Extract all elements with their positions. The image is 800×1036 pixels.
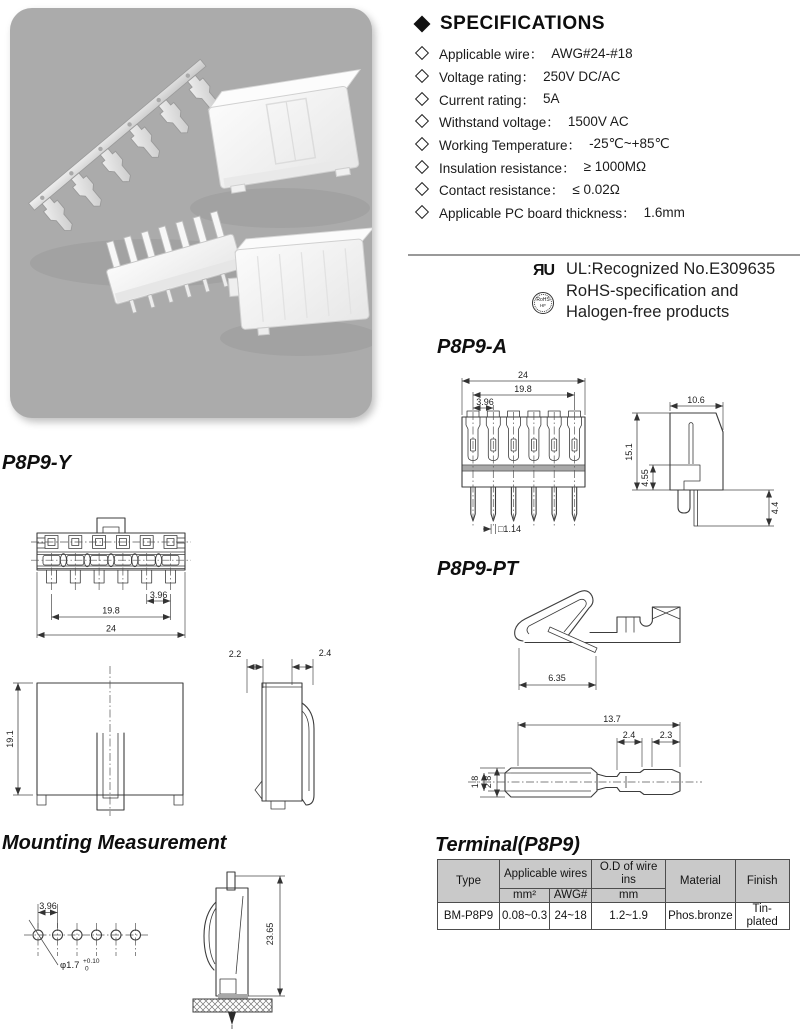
ul-logo-icon: ЯU — [533, 262, 555, 279]
spec-item — [413, 42, 798, 65]
dim-2.8-label: 2.8 — [483, 775, 493, 789]
dim-2.2-label: 2.2 — [228, 649, 242, 659]
col-header-material: Material — [666, 860, 736, 903]
specifications-section — [413, 13, 798, 224]
diamond-bullet-icon — [415, 160, 429, 174]
housing-top — [206, 70, 372, 195]
dim-3.96-label: 3.96 — [149, 590, 168, 600]
dim-10.6-label: 10.6 — [687, 395, 705, 405]
spec-value: 1.6mm — [643, 204, 685, 220]
cell-type: BM-P8P9 — [438, 903, 500, 930]
spec-label: Working Temperature： — [439, 138, 582, 154]
col-header-type: Type — [438, 860, 500, 903]
product-photo — [10, 8, 372, 418]
certification-text — [566, 259, 775, 324]
diamond-bullet-icon — [415, 205, 429, 219]
p8p9-a-side-drawing — [622, 378, 800, 556]
cell-finish: Tin-plated — [735, 903, 789, 930]
heading-terminal: Terminal(P8P9) — [435, 834, 580, 856]
dim-3.96-label: 3.96 — [39, 901, 57, 911]
dim-4.55-label: 4.55 — [640, 469, 650, 487]
spec-item — [413, 87, 798, 110]
col-header-applicable-wires: Applicable wires — [500, 860, 592, 889]
dim-13.7-label: 13.7 — [603, 714, 621, 724]
heading-p8p9-a: P8P9-A — [437, 336, 508, 358]
spec-value: AWG#24-#18 — [551, 45, 633, 61]
dim-1.14-label: □1.14 — [498, 524, 521, 534]
dim-1.8-label: 1.8 — [470, 775, 480, 789]
diamond-bullet-icon — [415, 46, 429, 60]
spec-value: 5A — [543, 91, 560, 107]
spec-item — [413, 155, 798, 178]
filled-diamond-icon — [414, 16, 431, 33]
spec-item — [413, 201, 798, 224]
cell-mm2: 0.08~0.3 — [500, 903, 550, 930]
diamond-bullet-icon — [415, 182, 429, 196]
p8p9-y-side2-drawing — [213, 643, 358, 818]
spec-item — [413, 110, 798, 133]
tolerance-zero-label: 0 — [85, 965, 89, 973]
dim-19.1-label: 19.1 — [5, 730, 15, 748]
spec-label: Applicable PC board thickness： — [439, 206, 636, 222]
spec-item — [413, 65, 798, 88]
dim-2.4-label: 2.4 — [318, 648, 332, 658]
table-row — [438, 903, 790, 930]
spec-label: Withstand voltage： — [439, 115, 560, 131]
col-header-mm2: mm² — [500, 889, 550, 903]
heading-mounting: Mounting Measurement — [2, 832, 227, 854]
p8p9-a-front-drawing — [445, 368, 605, 546]
spec-value: ≤ 0.02Ω — [572, 181, 620, 197]
dim-2.3-label: 2.3 — [659, 730, 673, 740]
dim-24-label: 24 — [517, 370, 529, 380]
heading-p8p9-y: P8P9-Y — [2, 452, 71, 474]
diamond-bullet-icon — [415, 137, 429, 151]
diamond-bullet-icon — [415, 69, 429, 83]
cell-mm: 1.2~1.9 — [592, 903, 666, 930]
dim-23.65-label: 23.65 — [265, 922, 275, 946]
dim-3.96-label: 3.96 — [476, 397, 494, 407]
spec-label: Contact resistance： — [439, 183, 565, 199]
pin-cavities — [466, 411, 582, 461]
spec-label: Applicable wire： — [439, 47, 544, 63]
dim-24-label: 24 — [105, 623, 117, 634]
solder-pins — [471, 487, 577, 521]
spec-value: -25℃~+85℃ — [589, 136, 670, 152]
spec-value: ≥ 1000MΩ — [583, 159, 647, 175]
p8p9-y-front-drawing — [18, 508, 223, 648]
tolerance-plus-label: +0.10 — [83, 958, 100, 965]
spec-label: Insulation resistance： — [439, 160, 576, 176]
terminal-spec-table — [437, 859, 790, 930]
rohs-seal-text2: HF — [540, 303, 546, 308]
cell-material: Phos.bronze — [666, 903, 736, 930]
section-divider — [408, 254, 800, 256]
certification-line1: UL:Recognized No.E309635 — [566, 260, 776, 278]
contact-cavities — [43, 536, 179, 584]
diamond-bullet-icon — [415, 92, 429, 106]
certification-line3: Halogen-free products — [566, 303, 730, 321]
p8p9-y-side-drawing — [5, 648, 210, 818]
dim-4.4-label: 4.4 — [770, 501, 780, 515]
spec-item — [413, 133, 798, 156]
spec-value: 250V DC/AC — [543, 68, 621, 84]
dim-15.1-label: 15.1 — [624, 443, 634, 461]
spec-item — [413, 178, 798, 201]
p8p9-pt-terminal-drawing — [440, 712, 790, 817]
housing-bottom — [225, 228, 372, 338]
col-header-finish: Finish — [735, 860, 789, 903]
col-header-mm: mm — [592, 889, 666, 903]
dim-2.4-label: 2.4 — [622, 730, 636, 740]
spec-label: Current rating： — [439, 92, 536, 108]
dim-19.8-label: 19.8 — [514, 384, 532, 394]
spec-label: Voltage rating： — [439, 70, 536, 86]
cell-awg: 24~18 — [550, 903, 592, 930]
col-header-awg: AWG# — [550, 889, 592, 903]
specifications-title-text: SPECIFICATIONS — [440, 13, 605, 34]
spec-value: 1500V AC — [567, 113, 629, 129]
dim-6.35-label: 6.35 — [548, 673, 566, 683]
rohs-seal-text: RoHS — [536, 297, 550, 303]
p8p9-pt-clip-drawing — [455, 578, 775, 713]
mounting-side-drawing — [185, 866, 300, 1036]
heading-p8p9-pt: P8P9-PT — [437, 558, 519, 580]
hole-diameter-label: φ1.7 — [60, 960, 80, 971]
col-header-od: O.D of wire ins — [592, 860, 666, 889]
diamond-bullet-icon — [415, 114, 429, 128]
product-photo-image — [10, 8, 372, 418]
specifications-title — [413, 13, 798, 35]
rohs-seal-icon — [532, 292, 554, 314]
specifications-list — [413, 42, 798, 224]
solder-pin-tip — [228, 1012, 236, 1025]
certification-line2: RoHS-specification and — [566, 281, 739, 300]
dim-19.8-label: 19.8 — [102, 605, 120, 616]
